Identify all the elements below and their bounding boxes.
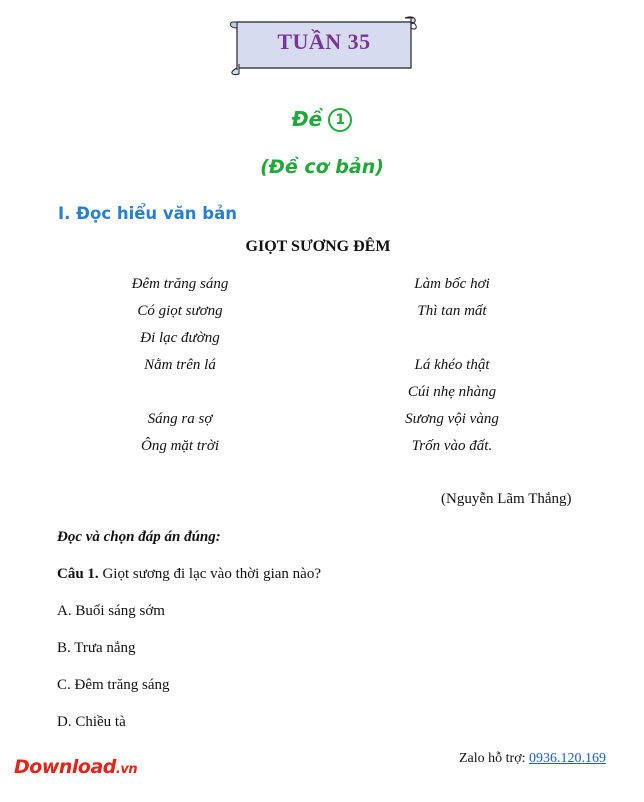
answer-option-a[interactable]: A. Buổi sáng sớm [57, 603, 165, 619]
question-1 [57, 566, 321, 583]
poem-line-left: Sáng ra sợ [147, 411, 213, 427]
answer-option-c[interactable]: C. Đêm trăng sáng [57, 677, 170, 693]
poem-line-left: Có giọt sương [137, 303, 223, 319]
support-phone-link[interactable]: 0936.120.169 [529, 751, 606, 766]
support-contact [459, 751, 606, 767]
exam-label: Đề [291, 107, 323, 131]
download-logo[interactable] [14, 756, 137, 778]
poem-line-left: Nằm trên lá [144, 357, 216, 373]
exam-subtitle: (Đề cơ bản) [260, 156, 384, 178]
poem-line-left: Đi lạc đường [140, 330, 220, 346]
poem-line-left: Ông mặt trời [140, 438, 219, 454]
answer-option-b[interactable]: B. Trưa nắng [57, 640, 136, 656]
week-title: TUẦN 35 [277, 29, 371, 54]
logo-suffix: .vn [115, 762, 138, 777]
section-heading: I. Đọc hiểu văn bản [58, 204, 237, 223]
question-text: Giọt sương đi lạc vào thời gian nào? [102, 566, 321, 582]
exam-number-badge: 1 [328, 108, 352, 132]
logo-main: Download [14, 756, 116, 778]
poem-line-right: Làm bốc hơi [414, 276, 490, 292]
poem-line-right: Thì tan mất [417, 303, 487, 319]
poem-line-left: Đêm trăng sáng [131, 276, 229, 292]
poem-line-right: Cúi nhẹ nhàng [407, 384, 497, 400]
answer-option-d[interactable]: D. Chiều tà [57, 714, 126, 730]
support-label: Zalo hỗ trợ: [459, 751, 526, 766]
poem-title: GIỌT SƯƠNG ĐÊM [245, 238, 391, 255]
poem-line-right: Sương vội vàng [405, 411, 499, 427]
question-number: Câu 1. [57, 566, 99, 582]
poem-author: (Nguyễn Lãm Thắng) [441, 491, 572, 507]
instruction: Đọc và chọn đáp án đúng: [57, 529, 221, 545]
poem-line-right: Trốn vào đất. [411, 438, 493, 454]
poem-line-right: Lá khéo thật [414, 357, 490, 373]
title-scroll-banner [229, 14, 419, 76]
exam-label-line [0, 107, 644, 132]
